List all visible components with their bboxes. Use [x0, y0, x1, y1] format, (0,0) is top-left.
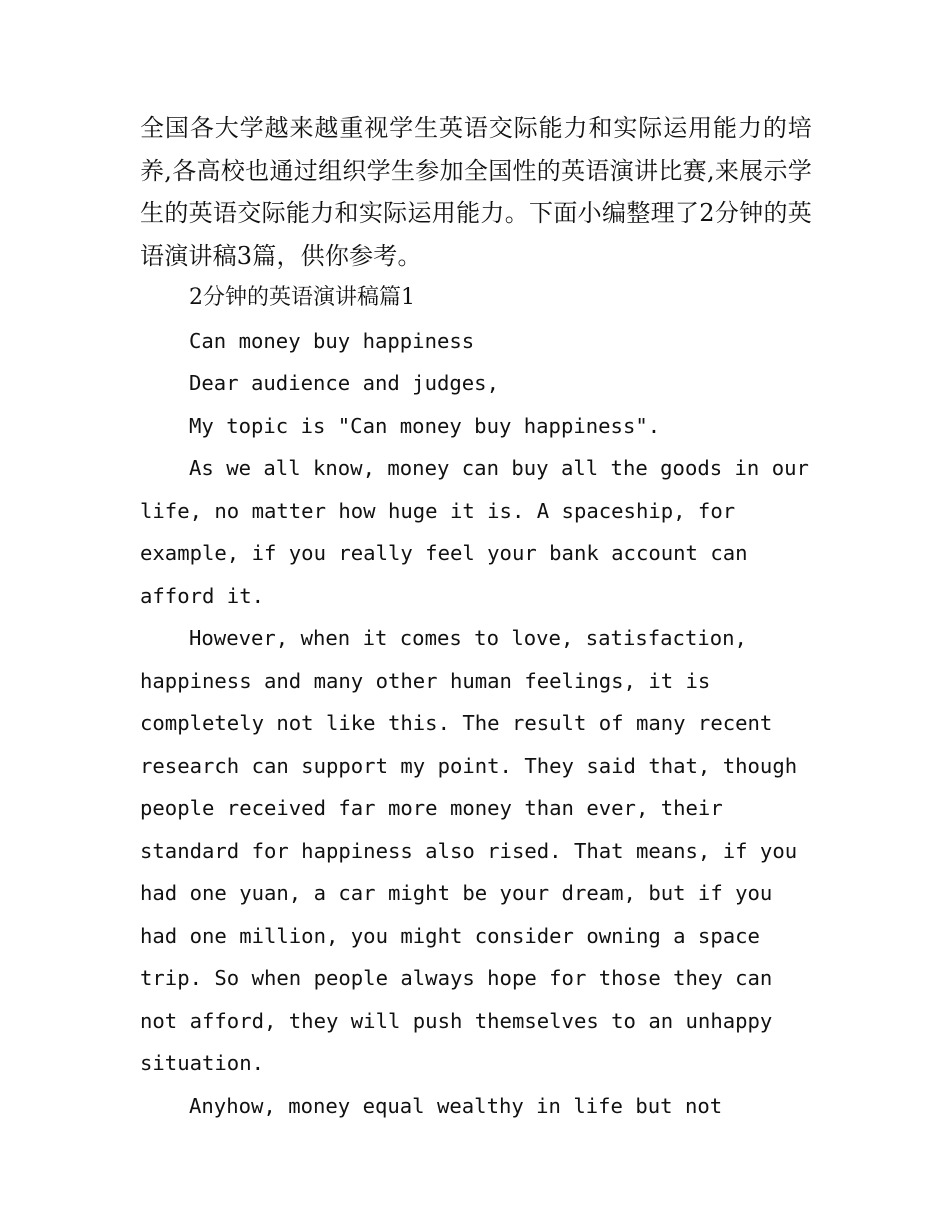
body-paragraph-2 — [140, 617, 812, 1085]
paragraph-line: completely not like this. The result of many recent — [140, 711, 773, 735]
paragraph-line: happiness and many other human feelings, it is — [140, 668, 711, 693]
paragraph-line: standard for happiness also rised. That means, if you — [140, 838, 798, 863]
paragraph-line: afford it. — [140, 583, 264, 608]
paragraph-line: life, no matter how huge it is. A spaceship, for — [140, 498, 736, 523]
paragraph-line: However, when it comes to love, satisfaction, — [189, 626, 747, 650]
speech-title: Can money buy happiness — [189, 328, 475, 353]
paragraph-line: research can support my point. They said that, though — [140, 753, 798, 778]
topic-line: My topic is "Can money buy happiness". — [189, 413, 661, 438]
body-paragraph-1 — [140, 447, 812, 617]
paragraph-line: had one yuan, a car might be your dream, but if you — [140, 881, 773, 905]
paragraph-line: trip. So when people always hope for those they can — [140, 966, 773, 990]
paragraph-line: had one million, you might consider owning a space — [140, 923, 760, 948]
greeting-line: Dear audience and judges, — [189, 371, 499, 395]
section-heading: 2分钟的英语演讲稿篇1 — [189, 285, 415, 310]
paragraph-line: situation. — [140, 1051, 264, 1075]
paragraph-line: Anyhow, money equal wealthy in life but not — [189, 1093, 723, 1118]
paragraph-line: people received far more money than ever, their — [140, 796, 723, 820]
body-paragraph-3 — [140, 1085, 812, 1128]
intro-paragraph: 全国各大学越来越重视学生英语交际能力和实际运用能力的培养,各高校也通过组织学生参加全国性的英语演讲比赛,来展示学生的英语交际能力和实际运用能力。下面小编整理了2分钟的英语演讲稿3篇，供你参考。 — [140, 114, 812, 270]
document-body — [140, 107, 812, 1127]
paragraph-line: As we all know, money can buy all the goods in our — [189, 456, 809, 480]
paragraph-line: example, if you really feel your bank account can — [140, 541, 748, 565]
paragraph-line: not afford, they will push themselves to an unhappy — [140, 1008, 773, 1033]
